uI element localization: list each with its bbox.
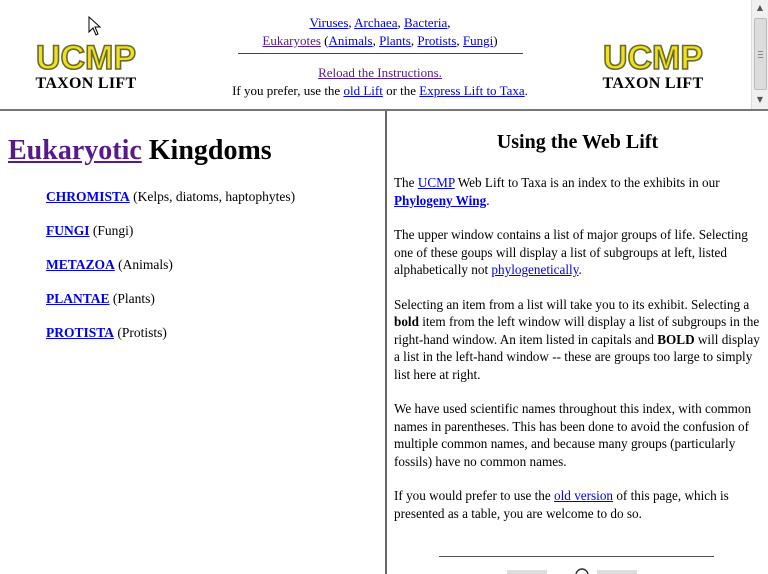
eukaryotic-link[interactable]: Eukaryotic xyxy=(8,135,142,166)
nav-bacteria-link[interactable]: Bacteria xyxy=(403,15,448,30)
scroll-up-arrow-icon[interactable]: ▲ xyxy=(756,3,764,12)
right-frame xyxy=(387,111,768,574)
list-item xyxy=(46,325,295,359)
list-item xyxy=(46,223,295,257)
paragraph: Selecting an item from a list will take you to its exhibit. Selecting a bold item from the left window will display a list of subgroups in the right-hand window. An item listed in capitals and BOLD will display a list in the left-hand window -- these are groups too large to simply list here at right. xyxy=(394,296,760,382)
nav-sep: , xyxy=(447,15,451,30)
top-divider xyxy=(238,53,523,54)
paragraph: If you would prefer to use the old version of this page, which is presented as a table, you are welcome to do so. xyxy=(394,488,729,521)
nav-plants-link[interactable]: Plants xyxy=(379,33,411,48)
nav-sep: , xyxy=(348,15,355,30)
top-scrollbar[interactable] xyxy=(751,0,768,109)
express-lift-link[interactable]: Express Lift to Taxa xyxy=(419,83,525,98)
ucmp-logo-right[interactable] xyxy=(588,38,718,93)
or-the-text: or the xyxy=(386,83,417,98)
paragraph: We have used scientific names throughout this index, with common names in parentheses. This has been done to avoid the confusion of multiple common names, and because many groups (particularly fossils) have no common names. xyxy=(394,401,752,469)
kingdom-desc: (Animals) xyxy=(114,257,173,272)
scroll-thumb[interactable] xyxy=(754,18,767,90)
kingdom-chromista-link[interactable]: CHROMISTA xyxy=(46,189,130,204)
ucmp-link[interactable]: UCMP xyxy=(417,175,455,190)
prefer-line xyxy=(190,82,570,100)
old-lift-link[interactable]: old Lift xyxy=(343,83,383,98)
nav-viruses-link[interactable]: Viruses xyxy=(309,15,349,30)
kingdom-list xyxy=(46,189,295,359)
phylogeny-wing-link[interactable]: Phylogeny Wing xyxy=(394,192,487,208)
left-frame xyxy=(0,111,385,574)
reload-instructions-link[interactable]: Reload the Instructions. xyxy=(318,65,442,80)
kingdom-fungi-link[interactable]: FUNGI xyxy=(46,223,90,238)
instructions-body xyxy=(394,174,762,539)
top-frame xyxy=(0,0,768,111)
nav-fungi-link[interactable]: Fungi xyxy=(462,33,494,48)
prefer-text: If you prefer, use the xyxy=(232,83,341,98)
list-item xyxy=(46,189,295,223)
footer-emblem-icon xyxy=(507,566,647,574)
logo-text: UCMP xyxy=(602,39,704,74)
title-rest: Kingdoms xyxy=(141,135,272,166)
logo-text: UCMP xyxy=(35,39,137,74)
nav-line-1 xyxy=(190,14,570,32)
ucmp-logo-icon xyxy=(21,38,151,74)
kingdom-desc: (Kelps, diatoms, haptophytes) xyxy=(129,189,296,204)
paragraph: The UCMP Web Lift to Taxa is an index to the exhibits in our Phylogeny Wing. xyxy=(394,175,720,208)
ucmp-logo-icon xyxy=(588,38,718,74)
nav-line-2: Eukaryotes (Animals, Plants, Protists, Fungi) xyxy=(262,33,498,48)
kingdom-desc: (Plants) xyxy=(109,291,155,306)
bottom-divider xyxy=(439,556,714,557)
paragraph: The upper window contains a list of major groups of life. Selecting one of these goups will display a list of subgroups at left, listed alphabetically not phylogenetically. xyxy=(394,227,748,277)
kingdom-protista-link[interactable]: PROTISTA xyxy=(46,325,115,340)
list-item xyxy=(46,291,295,325)
kingdom-desc: (Fungi) xyxy=(89,223,134,238)
instructions-title: Using the Web Lift xyxy=(496,131,659,153)
ucmp-logo-left[interactable] xyxy=(21,38,151,93)
top-nav xyxy=(190,14,570,100)
nav-eukaryotes-link[interactable]: Eukaryotes xyxy=(262,33,321,48)
old-version-link[interactable]: old version xyxy=(554,488,614,503)
logo-caption-right: TAXON LIFT xyxy=(602,75,704,92)
nav-protists-link[interactable]: Protists xyxy=(417,33,457,48)
kingdom-desc: (Protists) xyxy=(114,325,167,340)
nav-animals-link[interactable]: Animals xyxy=(328,33,373,48)
mouse-pointer-icon xyxy=(88,16,102,36)
kingdom-metazoa-link[interactable]: METAZOA xyxy=(46,257,115,272)
period: . xyxy=(524,83,528,98)
phylogenetically-link[interactable]: phylogenetically xyxy=(491,262,579,277)
list-item xyxy=(46,257,295,291)
page-title xyxy=(8,135,272,167)
logo-caption-left: TAXON LIFT xyxy=(35,75,137,92)
scroll-down-arrow-icon[interactable]: ▼ xyxy=(756,95,764,104)
kingdom-plantae-link[interactable]: PLANTAE xyxy=(46,291,110,306)
nav-archaea-link[interactable]: Archaea xyxy=(354,15,398,30)
nav-sep: , xyxy=(397,15,404,30)
